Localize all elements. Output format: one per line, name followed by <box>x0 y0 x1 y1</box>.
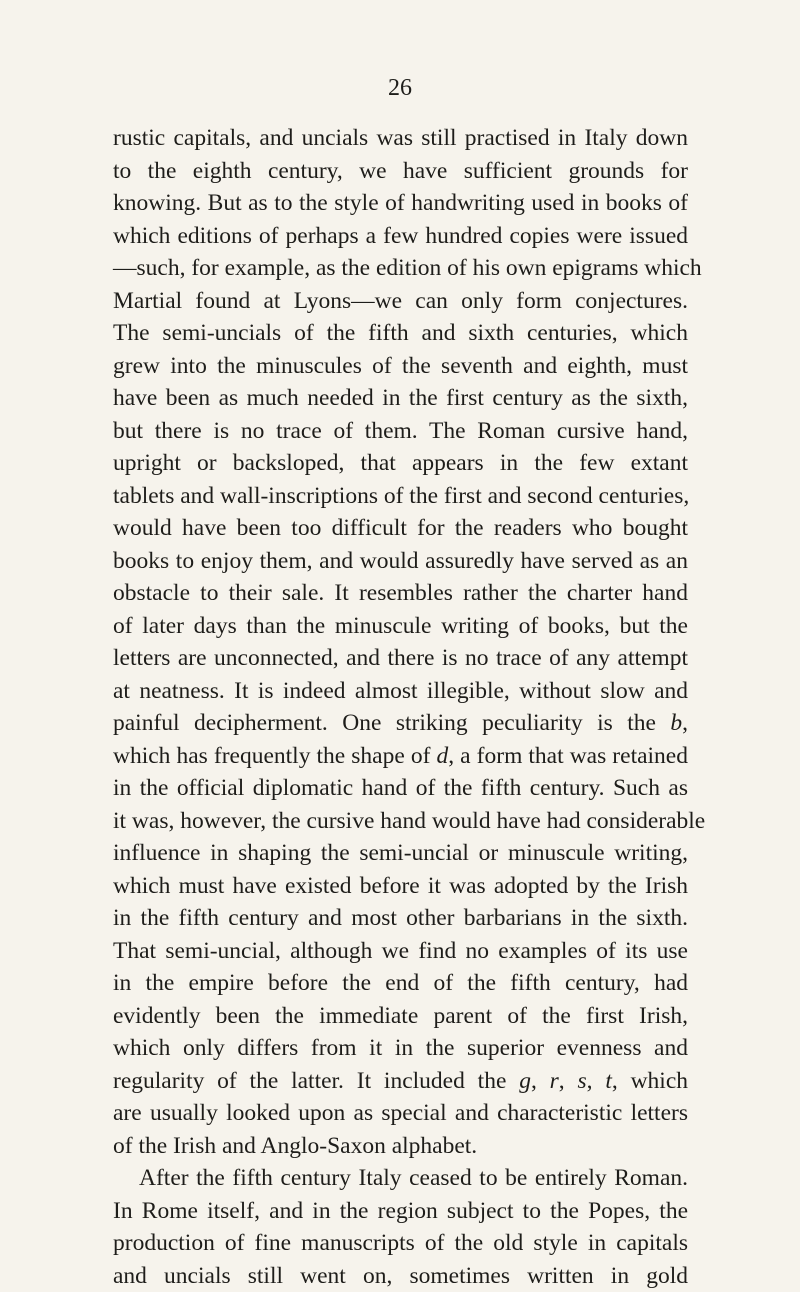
text-line: of the Irish and Anglo-Saxon alphabet. <box>113 1130 688 1163</box>
text-line: are usually looked upon as special and characteristic letters <box>113 1097 688 1130</box>
text-line: upright or backsloped, that appears in the few extant <box>113 447 688 480</box>
text-line: evidently been the immediate parent of the first Irish, <box>113 1000 688 1033</box>
text-line: but there is no trace of them. The Roman cursive hand, <box>113 415 688 448</box>
text-line: That semi-uncial, although we find no examples of its use <box>113 935 688 968</box>
italic-letter: s <box>578 1068 587 1094</box>
italic-letter: r <box>550 1068 559 1094</box>
italic-letter: b <box>670 710 682 736</box>
text-line: Martial found at Lyons—we can only form conjectures. <box>113 285 688 318</box>
italic-letter: t <box>605 1068 612 1094</box>
italic-letter: d <box>436 743 448 769</box>
text-line: in the official diplomatic hand of the fifth century. Such as <box>113 772 688 805</box>
text-line: books to enjoy them, and would assuredly have served as an <box>113 545 688 578</box>
text-line: painful decipherment. One striking peculiarity is the b, <box>113 707 688 740</box>
text-line: regularity of the latter. It included the g, r, s, t, which <box>113 1065 688 1098</box>
text-line: which only differs from it in the superior evenness and <box>113 1032 688 1065</box>
text-line: production of fine manuscripts of the old style in capitals <box>113 1227 688 1260</box>
text-line: which editions of perhaps a few hundred copies were issued <box>113 220 688 253</box>
text-line: of later days than the minuscule writing of books, but the <box>113 610 688 643</box>
body-text <box>113 122 688 1292</box>
text-line: in the fifth century and most other barbarians in the sixth. <box>113 902 688 935</box>
page-number: 26 <box>0 76 800 100</box>
text-line: and uncials still went on, sometimes written in gold <box>113 1260 688 1292</box>
text-line: In Rome itself, and in the region subject to the Popes, the <box>113 1195 688 1228</box>
text-line: have been as much needed in the first century as the sixth, <box>113 382 688 415</box>
text-line: to the eighth century, we have sufficient grounds for <box>113 155 688 188</box>
text-line: in the empire before the end of the fifth century, had <box>113 967 688 1000</box>
text-line: knowing. But as to the style of handwriting used in books of <box>113 187 688 220</box>
text-line: would have been too difficult for the readers who bought <box>113 512 688 545</box>
text-line: at neatness. It is indeed almost illegible, without slow and <box>113 675 688 708</box>
italic-letter: g <box>519 1068 531 1094</box>
text-line: which has frequently the shape of d, a form that was retained <box>113 740 688 773</box>
text-line: —such, for example, as the edition of his own epigrams which <box>113 252 688 285</box>
text-line: The semi-uncials of the fifth and sixth centuries, which <box>113 317 688 350</box>
text-line: letters are unconnected, and there is no trace of any attempt <box>113 642 688 675</box>
text-line: tablets and wall-inscriptions of the first and second centuries, <box>113 480 688 513</box>
text-line: grew into the minuscules of the seventh and eighth, must <box>113 350 688 383</box>
text-line: it was, however, the cursive hand would have had considerable <box>113 805 688 838</box>
text-line: obstacle to their sale. It resembles rather the charter hand <box>113 577 688 610</box>
text-line: which must have existed before it was adopted by the Irish <box>113 870 688 903</box>
text-line: influence in shaping the semi-uncial or minuscule writing, <box>113 837 688 870</box>
text-line: rustic capitals, and uncials was still practised in Italy down <box>113 122 688 155</box>
text-line: After the fifth century Italy ceased to be entirely Roman. <box>113 1162 688 1195</box>
